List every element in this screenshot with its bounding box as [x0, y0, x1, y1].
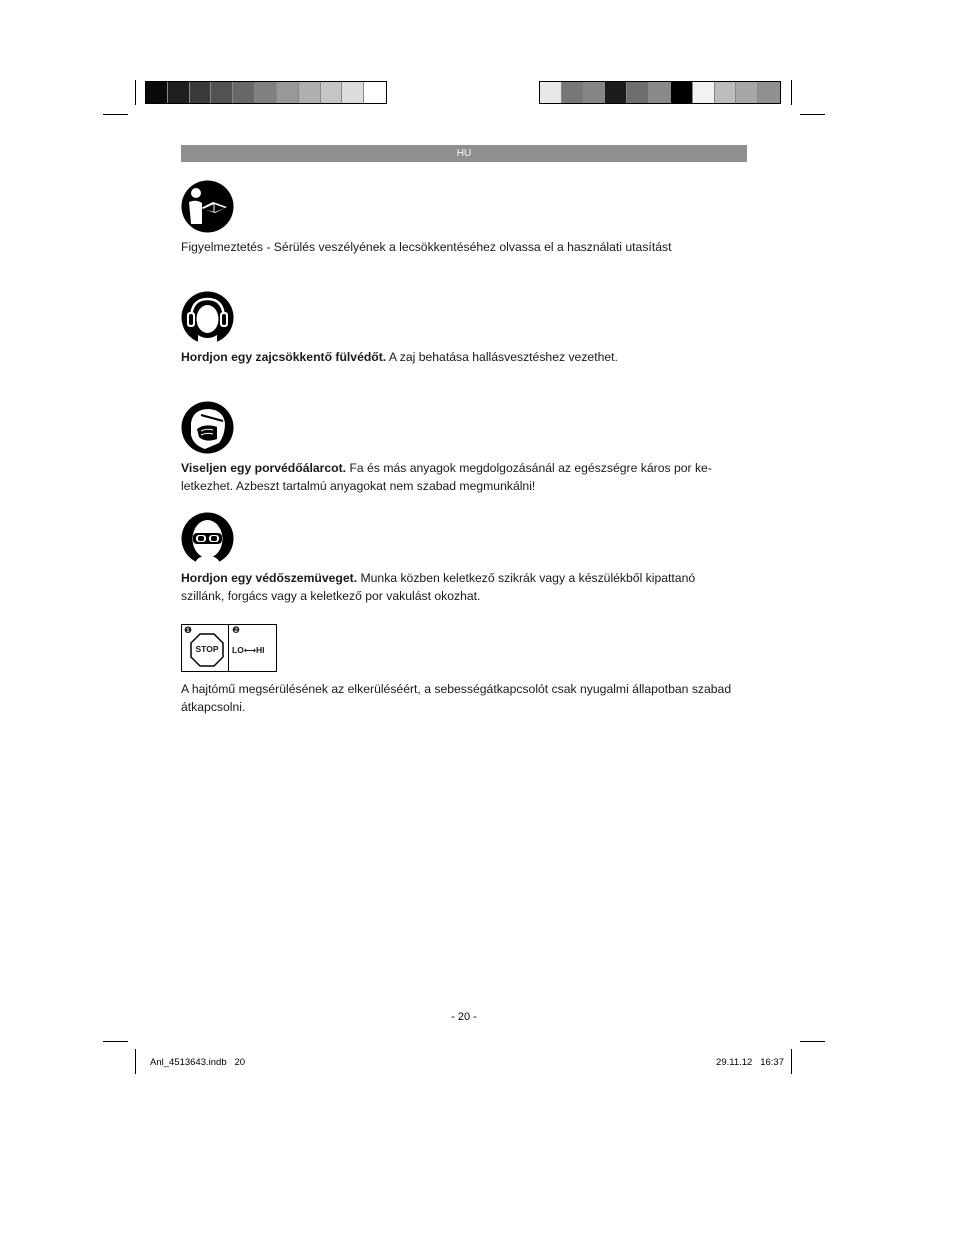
- color-swatch: [342, 82, 364, 103]
- crop-mark: [135, 1049, 136, 1074]
- double-arrow-icon: ⟷: [243, 645, 256, 655]
- safety-goggles-text: Hordjon egy védőszemüveget. Munka közben keletkező szikrák vagy a készülékből kipattanó szillánk, forgács vagy a keletkező por vakulást okozhat.: [181, 571, 696, 603]
- color-swatch: [168, 82, 190, 103]
- color-swatch: [299, 82, 321, 103]
- crop-mark: [103, 114, 128, 115]
- color-swatch: [693, 82, 715, 103]
- color-swatch: [364, 82, 386, 103]
- ear-protection-icon: [181, 291, 234, 344]
- color-calibration-strip-left: [145, 81, 387, 104]
- color-swatch: [627, 82, 649, 103]
- stop-label: STOP: [195, 644, 219, 654]
- color-swatch: [190, 82, 212, 103]
- color-calibration-strip-right: [539, 81, 781, 104]
- dust-mask-text: Viseljen egy porvédőálarcot. Fa és más anyagok megdolgozásánál az egészségre káros por ke- letkezhet. Azbeszt tartalmú anyagokat nem szabad megmunkálni!: [181, 461, 712, 493]
- crop-mark: [791, 1049, 792, 1074]
- step-number-1: ❶: [184, 625, 193, 635]
- crop-mark: [103, 1041, 128, 1042]
- color-swatch: [540, 82, 562, 103]
- color-swatch: [321, 82, 343, 103]
- color-swatch: [649, 82, 671, 103]
- lo-hi-label: LO⟷HI: [232, 645, 265, 655]
- color-swatch: [584, 82, 606, 103]
- color-swatch: [758, 82, 780, 103]
- color-swatch: [146, 82, 168, 103]
- page-number: - 20 -: [451, 1011, 477, 1023]
- crop-mark: [800, 114, 825, 115]
- crop-mark: [135, 80, 136, 105]
- color-swatch: [671, 82, 693, 103]
- color-swatch: [211, 82, 233, 103]
- language-label: HU: [456, 148, 472, 159]
- speed-switch-text: A hajtómű megsérülésének az elkerüléséért, a sebességátkapcsolót csak nyugalmi állapotban szabad átkapcsolni.: [181, 682, 732, 714]
- crop-mark: [800, 1041, 825, 1042]
- speed-switch-diagram: [181, 624, 277, 672]
- crop-mark: [791, 80, 792, 105]
- read-manual-icon: [181, 180, 234, 233]
- safety-goggles-icon: [181, 512, 234, 565]
- print-date-time: 29.11.12 16:37: [716, 1057, 784, 1068]
- dust-mask-icon: [181, 401, 234, 454]
- color-swatch: [233, 82, 255, 103]
- language-bar: [181, 145, 747, 162]
- warning-read-manual-text: Figyelmeztetés - Sérülés veszélyének a lecsökkentéséhez olvassa el a használati utasítást: [181, 240, 672, 254]
- file-name: Anl_4513643.indb 20: [150, 1057, 246, 1068]
- color-swatch: [736, 82, 758, 103]
- ear-protection-text: Hordjon egy zajcsökkentő fülvédőt. A zaj behatása hallásvesztéshez vezethet.: [181, 350, 618, 364]
- color-swatch: [562, 82, 584, 103]
- color-swatch: [255, 82, 277, 103]
- color-swatch: [715, 82, 737, 103]
- switch-divider: [228, 625, 229, 671]
- color-swatch: [277, 82, 299, 103]
- step-number-2: ❷: [232, 625, 241, 635]
- color-swatch: [605, 82, 627, 103]
